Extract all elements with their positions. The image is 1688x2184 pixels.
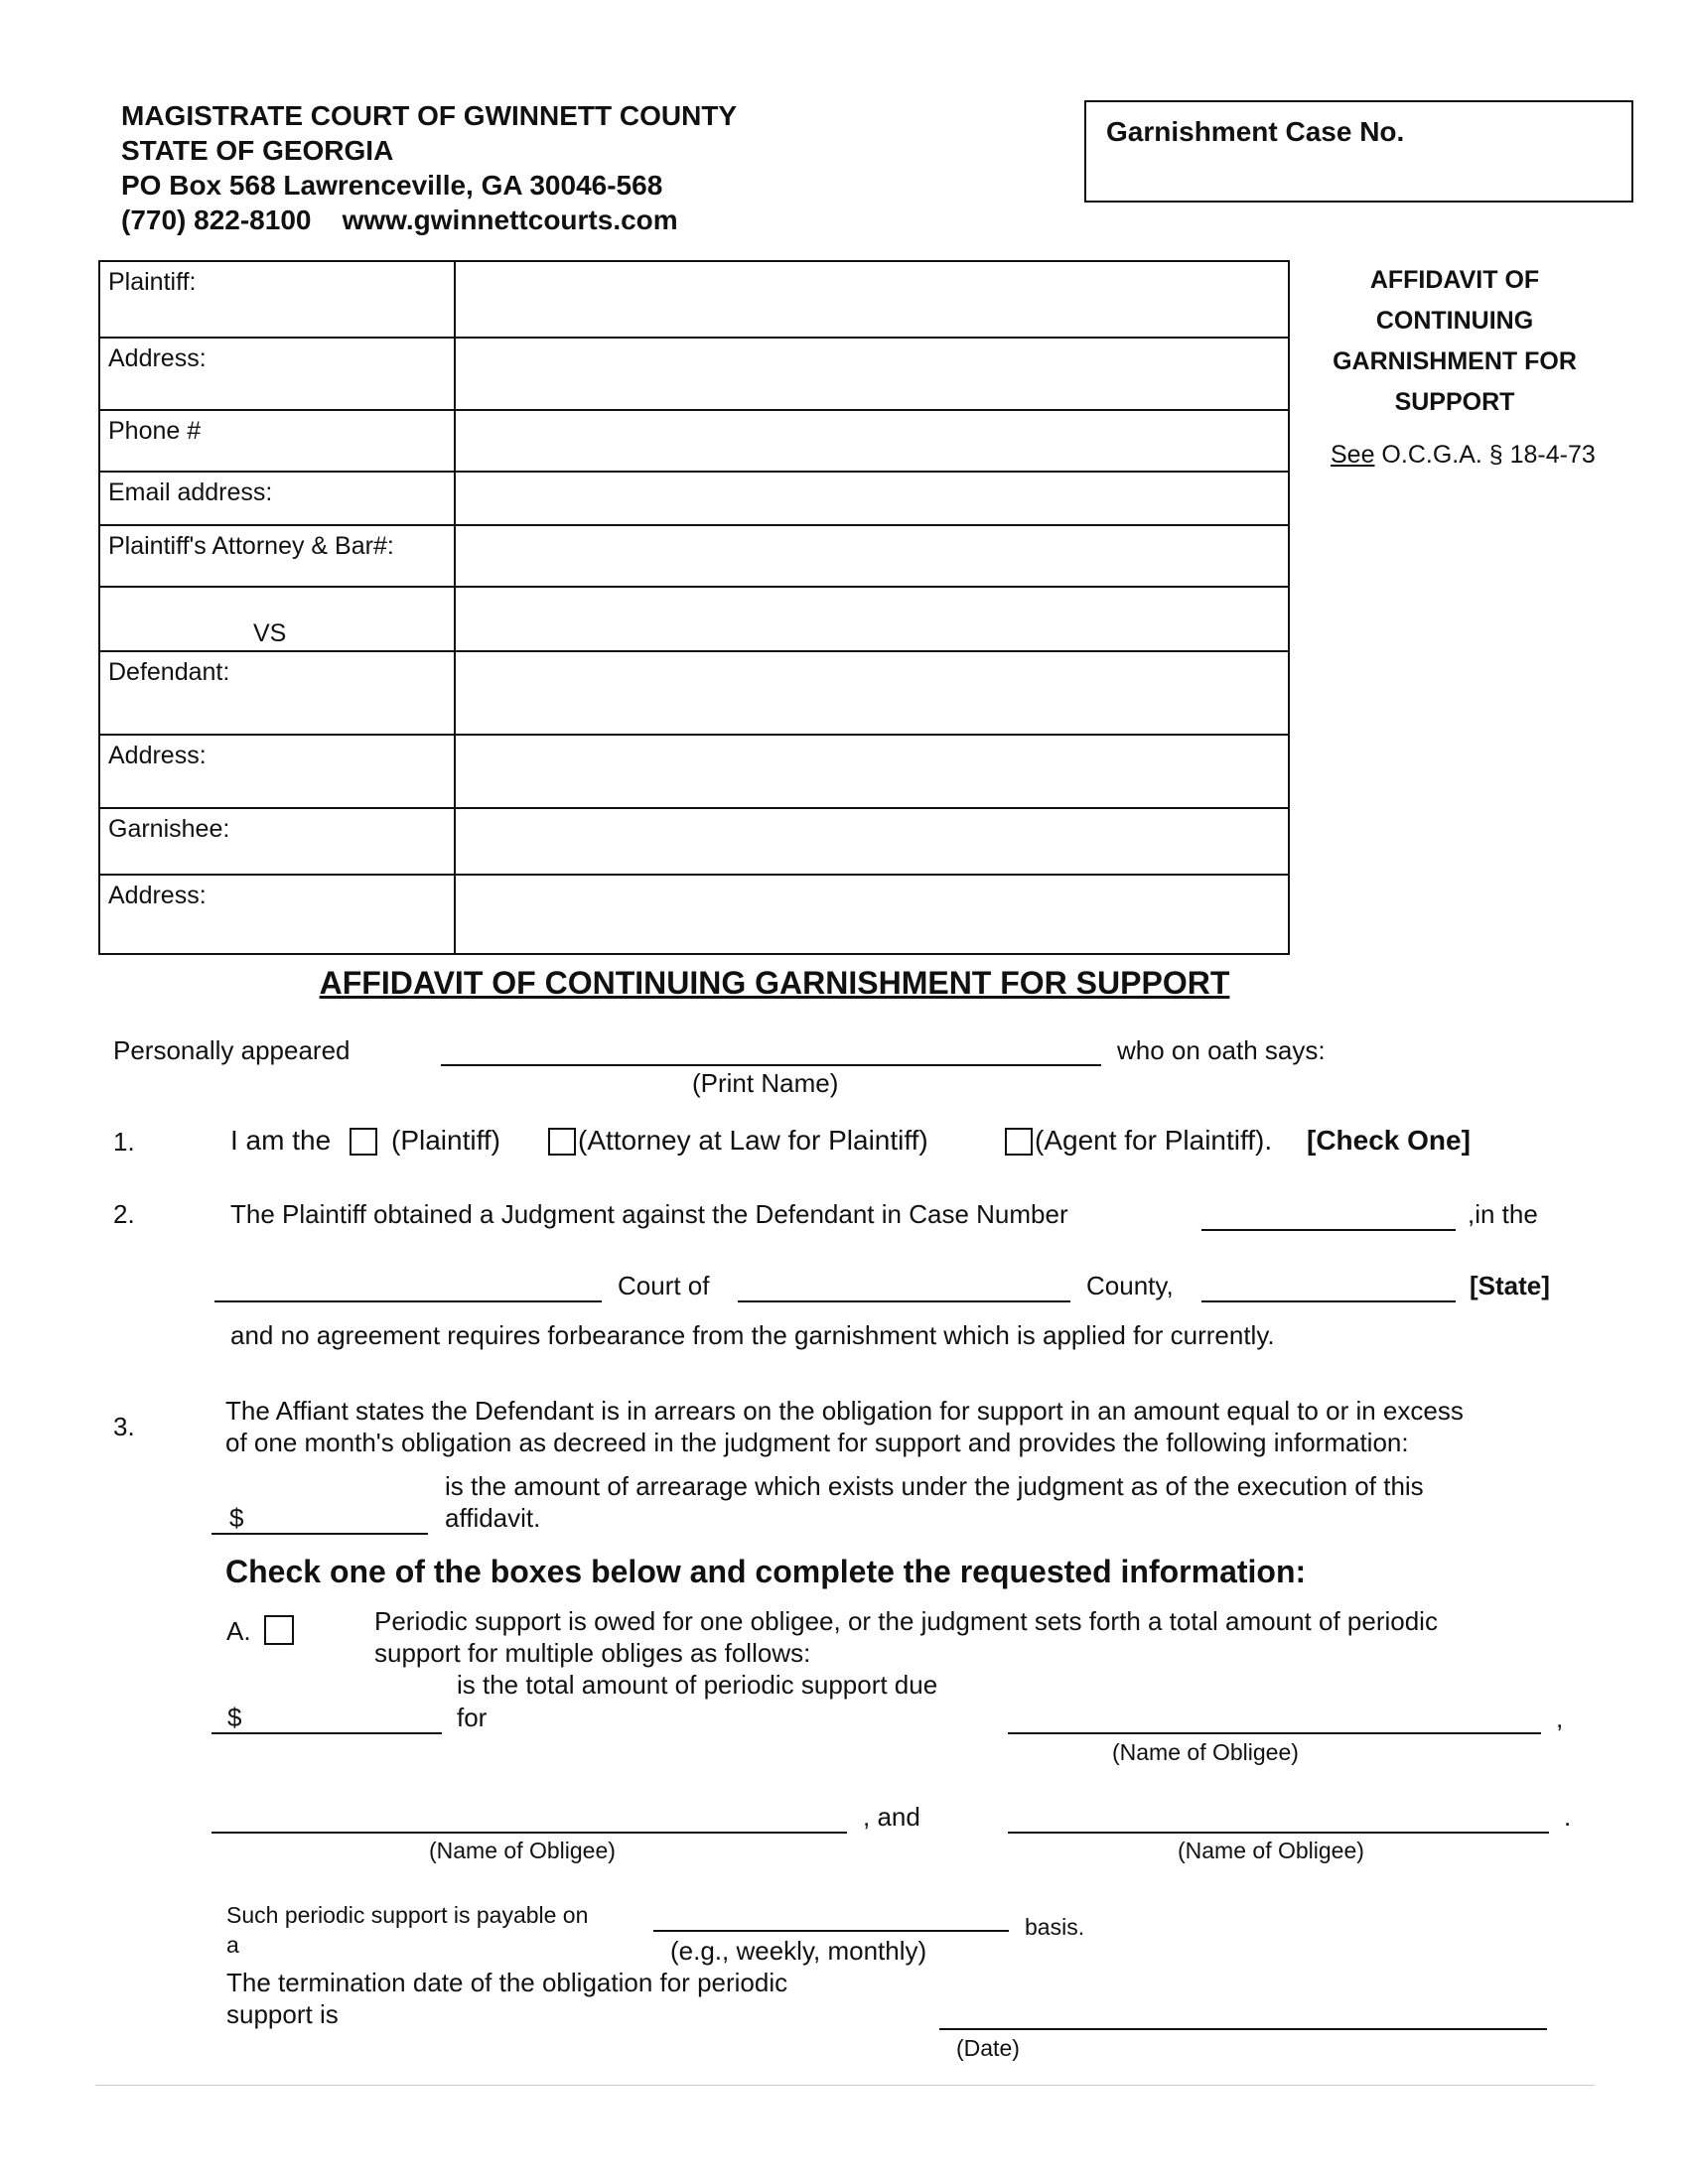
total-support-dollar: $ (227, 1703, 242, 1732)
email-label: Email address: (99, 472, 455, 525)
parties-table (98, 260, 1290, 955)
side-title-line: GARNISHMENT FOR (1333, 347, 1577, 375)
termination-text-2: support is (226, 1999, 339, 2029)
plaintiff-field[interactable] (455, 261, 1289, 338)
attorney-field[interactable] (455, 525, 1289, 587)
defendant-field[interactable] (455, 651, 1289, 735)
item3-line1: The Affiant states the Defendant is in arrears on the obligation for support in an amount equal to or in excess (225, 1396, 1464, 1426)
item1-opt-attorney: (Attorney at Law for Plaintiff) (578, 1125, 928, 1156)
arrearage-dollar: $ (229, 1503, 244, 1533)
option-a-line2: support for multiple obliges as follows: (374, 1638, 811, 1668)
obligee-1-line[interactable] (1008, 1732, 1541, 1734)
total-support-amount-line[interactable] (211, 1732, 442, 1734)
page-bottom-rule (95, 2085, 1595, 2086)
side-title-line: CONTINUING (1375, 307, 1534, 335)
obligee-2-line[interactable] (211, 1832, 847, 1834)
option-a-label: A. (226, 1616, 251, 1646)
garnishee-label: Garnishee: (99, 808, 455, 875)
page-title: AFFIDAVIT OF CONTINUING GARNISHMENT FOR SUPPORT (319, 965, 1230, 1001)
arrearage-text-2: affidavit. (445, 1503, 541, 1533)
vs-cell (99, 587, 455, 651)
termination-date-line[interactable] (939, 2028, 1547, 2030)
item3-number: 3. (113, 1412, 135, 1441)
obligee-and: , and (863, 1802, 920, 1832)
court-name: MAGISTRATE COURT OF GWINNETT COUNTY (121, 100, 738, 131)
arrearage-text-1: is the amount of arrearage which exists under the judgment as of the execution of this (445, 1471, 1424, 1501)
termination-text-1: The termination date of the obligation for periodic (226, 1968, 788, 1997)
print-name-line[interactable] (441, 1064, 1101, 1066)
item2-text: The Plaintiff obtained a Judgment against the Defendant in Case Number (230, 1199, 1068, 1229)
date-caption: (Date) (956, 2035, 1020, 2061)
case-number-line[interactable] (1201, 1229, 1456, 1231)
payable-basis-line[interactable] (653, 1930, 1009, 1932)
defendant-address-field[interactable] (455, 735, 1289, 808)
check-boxes-heading: Check one of the boxes below and complete the requested information: (225, 1554, 1307, 1589)
item3-line2: of one month's obligation as decreed in the judgment for support and provides the following information: (225, 1428, 1409, 1457)
plaintiff-label: Plaintiff: (99, 261, 455, 338)
vs-label: VS (253, 619, 287, 647)
phone-field[interactable] (455, 410, 1289, 472)
court-state: STATE OF GEORGIA (121, 135, 394, 166)
statute-code: O.C.G.A. § 18-4-73 (1374, 441, 1596, 469)
side-title-line: AFFIDAVIT OF (1369, 266, 1540, 294)
court-of-label: Court of (618, 1271, 710, 1300)
phone-label: Phone # (99, 410, 455, 472)
payable-basis: basis. (1025, 1914, 1085, 1940)
print-name-caption: (Print Name) (692, 1068, 839, 1098)
obligee-2-caption: (Name of Obligee) (429, 1838, 616, 1863)
blank-field[interactable] (455, 587, 1289, 651)
plaintiff-checkbox[interactable] (350, 1128, 377, 1156)
county-label: County, (1086, 1271, 1174, 1300)
garnishee-address-label: Address: (99, 875, 455, 954)
option-a-checkbox[interactable] (264, 1615, 294, 1645)
attorney-label: Plaintiff's Attorney & Bar#: (99, 525, 455, 587)
check-one-note: [Check One] (1307, 1125, 1471, 1156)
garnishee-address-field[interactable] (455, 875, 1289, 954)
plaintiff-address-field[interactable] (455, 338, 1289, 410)
obligee-3-line[interactable] (1008, 1832, 1549, 1834)
case-number-label: Garnishment Case No. (1106, 116, 1405, 147)
obligee-1-comma: , (1556, 1704, 1564, 1733)
appeared-tail: who on oath says: (1117, 1035, 1326, 1065)
arrearage-amount-line[interactable] (211, 1533, 428, 1535)
state-label: [State] (1470, 1271, 1550, 1300)
state-line[interactable] (1201, 1300, 1456, 1302)
email-field[interactable] (455, 472, 1289, 525)
item2-number: 2. (113, 1199, 135, 1229)
garnishee-field[interactable] (455, 808, 1289, 875)
attorney-checkbox[interactable] (548, 1128, 576, 1156)
option-a-line1: Periodic support is owed for one obligee, or the judgment sets forth a total amount of periodic (374, 1606, 1438, 1636)
side-title (1321, 260, 1589, 423)
item2-in-the: ,in the (1468, 1199, 1538, 1229)
court-line[interactable] (214, 1300, 602, 1302)
item2-forbearance: and no agreement requires forbearance from the garnishment which is applied for currently. (230, 1320, 1275, 1350)
payable-caption: (e.g., weekly, monthly) (670, 1936, 927, 1966)
court-contact: (770) 822-8100 www.gwinnettcourts.com (121, 205, 678, 235)
item1-lead: I am the (230, 1125, 332, 1156)
obligee-period: . (1564, 1802, 1572, 1832)
county-line[interactable] (738, 1300, 1070, 1302)
agent-checkbox[interactable] (1005, 1128, 1033, 1156)
total-support-for: for (457, 1703, 488, 1732)
see-label: See (1331, 441, 1375, 469)
payable-text-2: a (226, 1932, 239, 1958)
appeared-lead: Personally appeared (113, 1035, 351, 1065)
defendant-address-label: Address: (99, 735, 455, 808)
side-title-line: SUPPORT (1394, 388, 1515, 416)
item1-number: 1. (113, 1127, 135, 1157)
plaintiff-address-label: Address: (99, 338, 455, 410)
case-number-box[interactable] (1084, 100, 1633, 203)
obligee-1-caption: (Name of Obligee) (1112, 1739, 1299, 1765)
defendant-label: Defendant: (99, 651, 455, 735)
statute-citation (1331, 441, 1596, 470)
item1-opt-agent: (Agent for Plaintiff). (1035, 1125, 1273, 1156)
total-support-text: is the total amount of periodic support due (457, 1670, 938, 1700)
court-address: PO Box 568 Lawrenceville, GA 30046-568 (121, 170, 663, 201)
obligee-3-caption: (Name of Obligee) (1178, 1838, 1364, 1863)
item1-opt-plaintiff: (Plaintiff) (391, 1125, 500, 1156)
payable-text-1: Such periodic support is payable on (226, 1902, 589, 1928)
